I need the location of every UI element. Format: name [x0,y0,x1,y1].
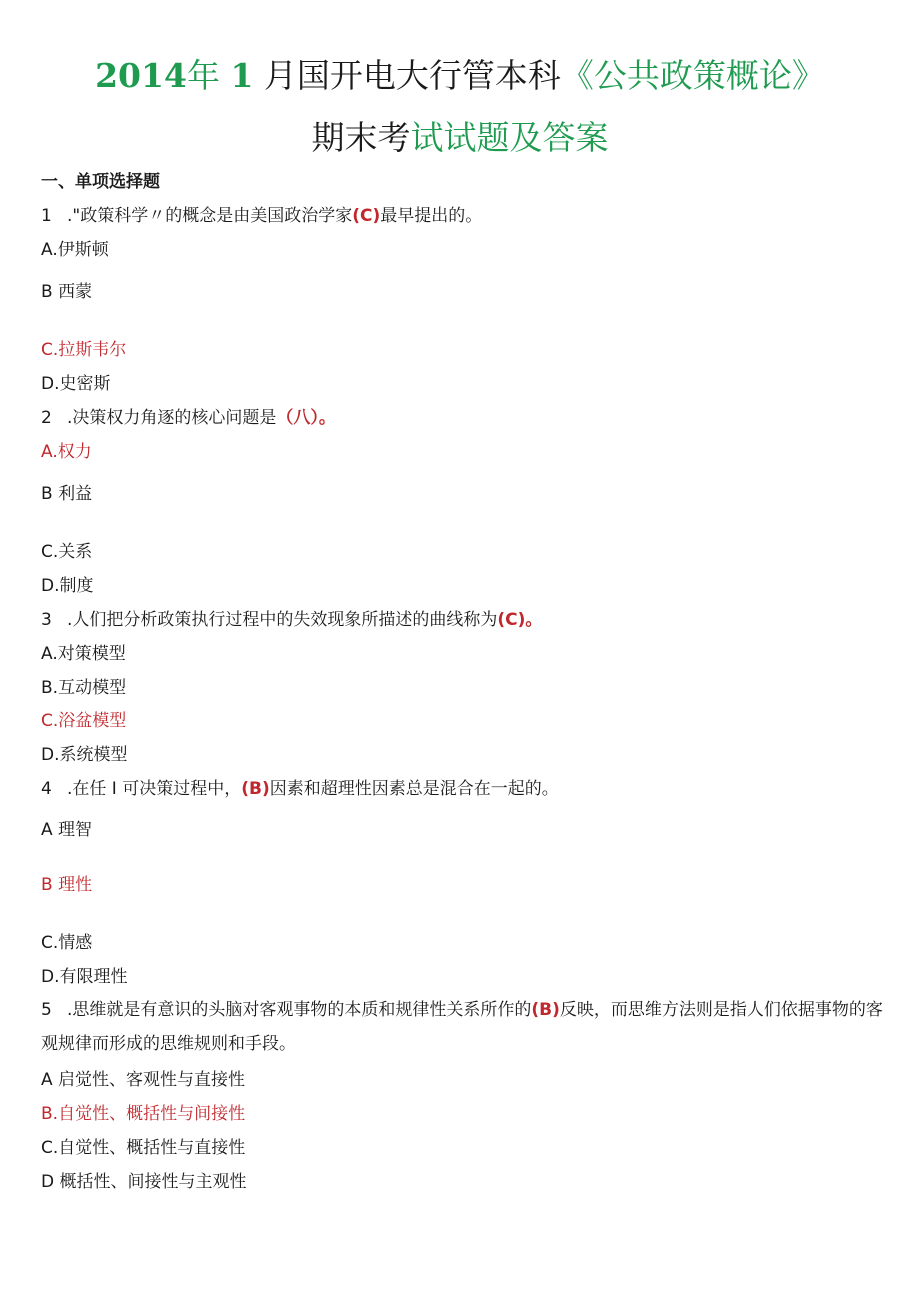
option-c: C.自觉性、概括性与直接性 [41,1138,246,1158]
document-title-line1 [0,50,920,102]
document-title-line2 [0,112,920,164]
question-number: 1 [41,206,52,226]
question-text: .决策权力角逐的核心问题是 [67,408,277,428]
title-nian: 年 [186,56,220,95]
option-a: A.伊斯顿 [41,240,109,260]
title2-green: 试试题及答案 [410,118,609,157]
title2-black: 期末考 [311,118,411,157]
answer-mark: (B) [531,1000,560,1020]
question-2 [41,407,336,429]
answer-mark: (C)。 [497,610,543,630]
answer-mark: (C) [352,206,381,226]
question-text: ."政策科学〃的概念是由美国政治学家 [67,206,353,226]
option-b: B 利益 [41,484,93,504]
title-middle: 月国开电大行管本科 [263,56,561,95]
option-c: C.关系 [41,542,93,562]
option-d: D.制度 [41,576,94,596]
answer-mark: (B) [241,779,270,799]
option-b-correct: B 理性 [41,875,93,895]
option-d: D.史密斯 [41,374,111,394]
question-3 [41,609,542,631]
section-heading: 一、单项选择题 [41,172,160,192]
question-text: .思维就是有意识的头脑对客观事物的本质和规律性关系所作的 [67,1000,532,1020]
title-course: 《公共政策概论》 [560,56,825,95]
option-c-correct: C.浴盆模型 [41,711,127,731]
title-year: 2014 [95,56,187,95]
question-text: .人们把分析政策执行过程中的失效现象所描述的曲线称为 [67,610,498,630]
option-c: C.情感 [41,933,93,953]
option-a-correct: A.权力 [41,442,92,462]
question-4 [41,778,559,800]
question-text-end: 因素和超理性因素总是混合在一起的。 [269,779,559,799]
question-1 [41,205,482,227]
question-text-end: 反映，而思维方法则是指人们依据事物的客观规律而形成的思维规则和手段。 [41,1000,883,1054]
option-a: A 理智 [41,820,93,840]
option-a: A 启觉性、客观性与直接性 [41,1070,246,1090]
option-d: D 概括性、间接性与主观性 [41,1172,247,1192]
option-c-correct: C.拉斯韦尔 [41,340,127,360]
answer-mark: （八）。 [276,408,336,428]
option-a: A.对策模型 [41,644,126,664]
question-number: 3 [41,610,52,630]
question-number: 4 [41,779,52,799]
question-5 [41,993,886,1061]
question-number: 2 [41,408,52,428]
option-b-correct: B.自觉性、概括性与间接性 [41,1104,246,1124]
option-b: B 西蒙 [41,282,93,302]
option-d: D.系统模型 [41,745,128,765]
question-text-end: 最早提出的。 [380,206,483,226]
title-month: 1 [230,56,254,95]
option-d: D.有限理性 [41,967,128,987]
option-b: B.互动模型 [41,678,127,698]
question-text: .在任 I 可决策过程中， [67,779,242,799]
question-number: 5 [41,1000,52,1020]
